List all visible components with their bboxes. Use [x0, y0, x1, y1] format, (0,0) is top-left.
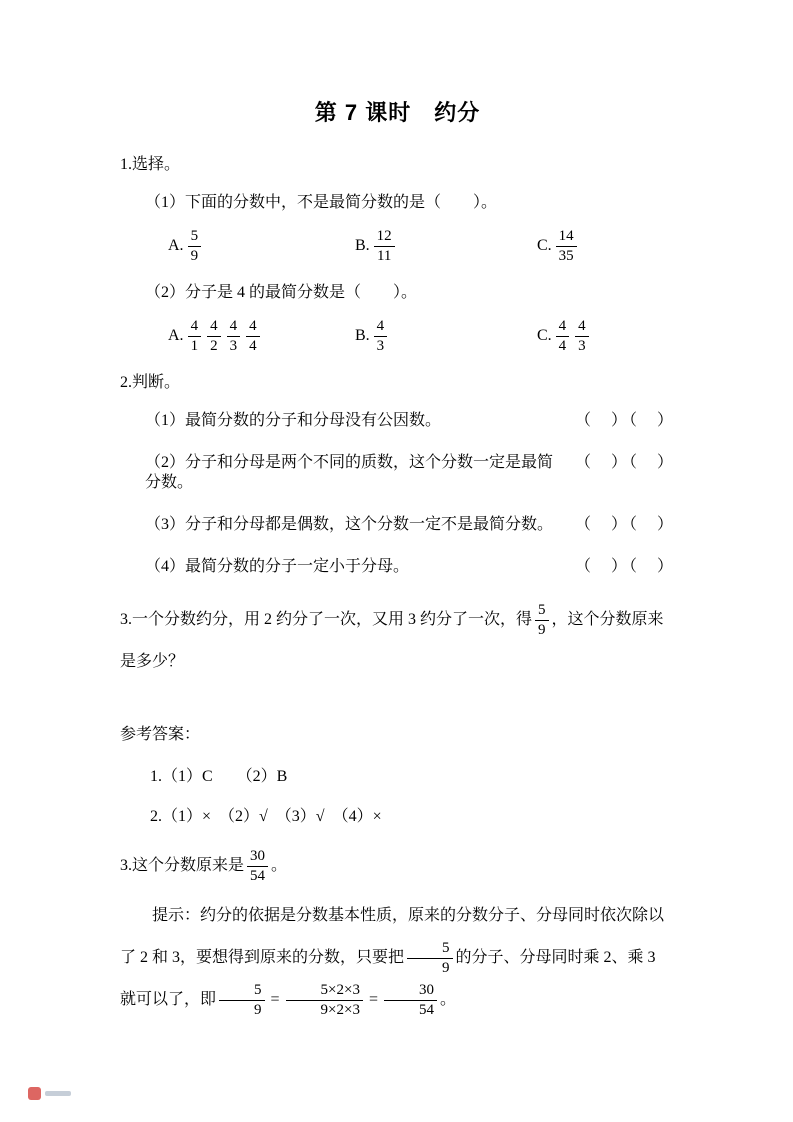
judge-answer-blank: （ ）（ ） — [574, 454, 675, 471]
answers-heading: 参考答案： — [120, 726, 201, 743]
answer-line-2: 2.（1）× （2）√ （3）√ （4）× — [150, 808, 382, 825]
fraction — [556, 318, 570, 355]
choice-q1-option-a — [168, 228, 355, 265]
fraction-numerator: 4 — [575, 318, 589, 337]
judge-answer-blank: （ ）（ ） — [574, 412, 675, 429]
judge-statement: （4）最简分数的分子一定小于分母。 — [145, 558, 410, 575]
judge-item-4 — [120, 557, 675, 577]
page-title: 第 7 课时 约分 — [314, 100, 481, 125]
footer-watermark-logo — [28, 1087, 71, 1100]
fraction-numerator: 5 — [535, 602, 549, 621]
question-3-text-2: ，这个分数原来是多少？ — [120, 611, 664, 670]
choice-q1-option-c — [537, 228, 675, 265]
fraction-denominator: 3 — [578, 337, 586, 354]
judge-statement: （1）最简分数的分子和分母没有公因数。 — [145, 412, 442, 429]
fraction — [374, 228, 395, 265]
choice-q2-option-c — [537, 318, 675, 355]
hint-text-2: 的分子、分母同时乘 2、乘 3 就可以了，即 — [120, 949, 656, 1008]
judge-statement: （2）分子和分母是两个不同的质数，这个分数一定是最简分数。 — [145, 454, 554, 491]
fraction — [219, 982, 265, 1019]
option-label: A. — [168, 237, 184, 254]
question-3 — [120, 599, 675, 683]
fraction-denominator: 9 — [538, 621, 546, 638]
option-label: C. — [537, 327, 552, 344]
question-3-text-1: 3.一个分数约分，用 2 约分了一次，又用 3 约分了一次，得 — [120, 611, 533, 628]
fraction — [535, 602, 549, 639]
fraction-denominator: 4 — [558, 337, 567, 354]
fraction — [556, 228, 577, 265]
logo-text-placeholder — [45, 1091, 71, 1096]
judge-heading: 2.判断。 — [120, 374, 181, 391]
section-judge — [120, 373, 675, 577]
fraction — [207, 318, 221, 355]
fraction-denominator: 1 — [190, 337, 199, 354]
fraction — [227, 318, 241, 355]
fraction — [188, 318, 202, 355]
fraction-numerator: 4 — [227, 318, 241, 337]
judge-item-3 — [120, 515, 675, 535]
judge-answer-blank: （ ）（ ） — [574, 516, 675, 533]
fraction-denominator: 3 — [376, 337, 385, 354]
choice-q1-stem: （1）下面的分数中，不是最简分数的是（ ）。 — [145, 194, 498, 211]
option-label: B. — [355, 327, 370, 344]
fraction — [384, 982, 437, 1019]
equals-sign: = — [270, 991, 280, 1008]
choice-heading: 1.选择。 — [120, 156, 181, 173]
fraction-numerator: 14 — [556, 228, 577, 247]
fraction-denominator: 9×2×3 — [320, 1001, 360, 1018]
judge-item-2 — [120, 453, 675, 493]
fraction-denominator: 11 — [376, 247, 392, 264]
hint-period: 。 — [440, 991, 457, 1008]
fraction — [286, 982, 363, 1019]
fraction — [246, 318, 260, 355]
fraction-numerator: 5 — [219, 982, 265, 1001]
fraction-denominator: 54 — [419, 1001, 434, 1018]
section-choice — [120, 155, 675, 355]
judge-item-1 — [120, 411, 675, 431]
fraction-numerator: 4 — [188, 318, 202, 337]
fraction-denominator: 2 — [210, 337, 218, 354]
judge-statement: （3）分子和分母都是偶数，这个分数一定不是最简分数。 — [145, 516, 554, 533]
fraction — [575, 318, 589, 355]
fraction — [247, 848, 268, 885]
answer-3-text: 3.这个分数原来是 — [120, 857, 245, 874]
fraction-denominator: 9 — [254, 1001, 262, 1018]
fraction-denominator: 3 — [229, 337, 238, 354]
equals-sign: = — [368, 991, 378, 1008]
choice-q2-options — [120, 317, 675, 355]
answer-line-1: 1.（1）C （2）B — [150, 768, 288, 785]
fraction-numerator: 12 — [374, 228, 395, 247]
answer-hint — [120, 895, 675, 1021]
choice-q1-options — [120, 227, 675, 265]
judge-answer-blank: （ ）（ ） — [574, 558, 675, 575]
choice-q2-stem: （2）分子是 4 的最简分数是（ ）。 — [145, 284, 418, 301]
logo-mark-icon — [28, 1087, 41, 1100]
option-label: B. — [355, 237, 370, 254]
fraction-numerator: 4 — [556, 318, 570, 337]
fraction-numerator: 30 — [247, 848, 268, 867]
fraction-denominator: 54 — [250, 867, 266, 884]
choice-q2-option-a — [168, 318, 355, 355]
fraction-numerator: 4 — [246, 318, 260, 337]
fraction-numerator: 4 — [374, 318, 388, 337]
fraction — [374, 318, 388, 355]
option-label: C. — [537, 237, 552, 254]
fraction — [188, 228, 202, 265]
fraction-numerator: 30 — [384, 982, 437, 1001]
choice-q1-option-b — [355, 228, 537, 265]
fraction-numerator: 5×2×3 — [286, 982, 363, 1001]
fraction-numerator: 4 — [207, 318, 221, 337]
fraction-denominator: 9 — [190, 247, 199, 264]
fraction-denominator: 9 — [442, 959, 450, 976]
fraction-denominator: 4 — [249, 337, 257, 354]
answer-line-3 — [120, 847, 675, 885]
fraction-numerator: 5 — [407, 940, 453, 959]
choice-q2-option-b — [355, 318, 537, 355]
option-label: A. — [168, 327, 184, 344]
fraction-numerator: 5 — [188, 228, 202, 247]
answer-3-period: 。 — [271, 857, 288, 874]
hint-text-1: 提示：约分的依据是分数基本性质，原来的分数分子、分母同时依次除以了 2 和 3，要想得到原来的分数，只要把 — [120, 907, 665, 966]
fraction-denominator: 35 — [558, 247, 574, 264]
fraction — [407, 940, 453, 977]
section-answers — [120, 725, 675, 1021]
